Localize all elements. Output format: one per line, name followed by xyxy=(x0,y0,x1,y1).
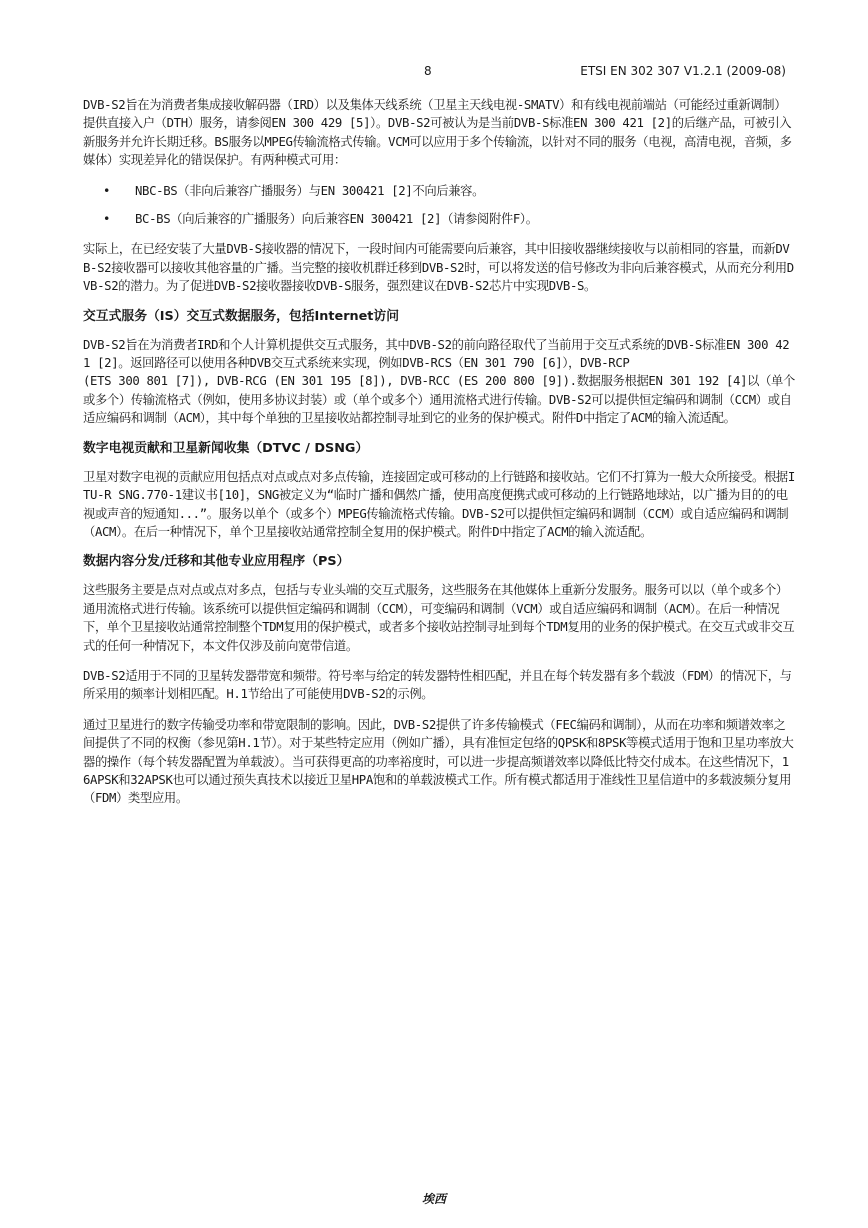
heading-interactive-services: 交互式服务（IS）交互式数据服务，包括Internet访问 xyxy=(83,308,400,324)
paragraph-bandwidth: DVB-S2适用于不同的卫星转发器带宽和频带。符号率与给定的转发器特性相匹配，并且在每个转发器有多个载波（FDM）的情况下，与所采用的频率计划相匹配。H.1节给出了可能使用DVB-S2的示例。 xyxy=(83,668,792,702)
list-item-text: BC-BS（向后兼容的广播服务）向后兼容EN 300421 [2]（请参阅附件F）。 xyxy=(135,212,538,227)
mode-list xyxy=(83,182,795,229)
list-item-text: NBC-BS（非向后兼容广播服务）与EN 300421 [2]不向后兼容。 xyxy=(135,183,485,198)
page-number: 8 xyxy=(424,64,432,78)
bullet-icon: • xyxy=(103,212,111,227)
paragraph-transmission-modes: 通过卫星进行的数字传输受功率和带宽限制的影响。因此，DVB-S2提供了许多传输模式（FEC编码和调制），从而在功率和频谱效率之间提供了不同的权衡（参见第H.1节）。对于某些特定应用（例如广播），具有准恒定包络的QPSK和8PSK等模式适用于饱和卫星功率放大器的操作（每个转发器配置为单载波）。当可获得更高的功率裕度时，可以进一步提高频谱效率以降低比特交付成本。在这些情况下，16APSK和32APSK也可以通过预失真技术以接近卫星HPA饱和的单载波模式工作。所有模式都适用于准线性卫星信道中的多载波频分复用（FDM）类型应用。 xyxy=(83,717,794,806)
paragraph-professional: 这些服务主要是点对点或点对多点，包括与专业头端的交互式服务，这些服务在其他媒体上重新分发服务。服务可以以（单个或多个）通用流格式进行传输。该系统可以提供恒定编码和调制（CCM），可变编码和调制（VCM）或自适应编码和调制（ACM）。在后一种情况下，单个卫星接收站通常控制整个TDM复用的保护模式，或者多个接收站控制寻址到每个TDM复用的业务的保护模式。在交互式或非交互式的任何一种情况下，本文件仅涉及前向宽带信道。 xyxy=(83,583,795,653)
bullet-icon: • xyxy=(103,183,111,198)
document-id: ETSI EN 302 307 V1.2.1 (2009-08) xyxy=(580,64,786,78)
heading-professional-services: 数据内容分发/迁移和其他专业应用程序（PS） xyxy=(83,554,350,570)
paragraph-dtvc: 卫星对数字电视的贡献应用包括点对点或点对多点传输，连接固定或可移动的上行链路和接收站。它们不打算为一般大众所接受。根据ITU-R SNG.770-1建议书[10]，SNG被定义为“临时广播和偶然广播，使用高度便携式或可移动的上行链路地球站，以广播为目的的电视或声音的短通知...”。服务以单个（或多个）MPEG传输流格式传输。DVB-S2可以提供恒定编码和调制（CCM）或自适应编码和调制（ACM）。在后一种情况下，单个卫星接收站通常控制全复用的保护模式。附件D中指定了ACM的输入流适配。 xyxy=(83,469,795,539)
paragraph-interactive: DVB-S2旨在为消费者IRD和个人计算机提供交互式服务，其中DVB-S2的前向路径取代了当前用于交互式系统的DVB-S标准EN 300 421 [2]。返回路径可以使用各种DVB交互式系统来实现，例如DVB-RCS（EN 301 790 [6]），DVB-RCP xyxy=(83,337,790,371)
paragraph-backward-compat: 实际上，在已经安装了大量DVB-S接收器的情况下，一段时间内可能需要向后兼容，其中旧接收器继续接收与以前相同的容量，而新DVB-S2接收器可以接收其他容量的广播。当完整的接收机群迁移到DVB-S2时，可以将发送的信号修改为非向后兼容模式，从而充分利用DVB-S2的潜力。为了促进DVB-S2接收器接收DVB-S服务，强烈建议在DVB-S2芯片中实现DVB-S。 xyxy=(83,242,794,294)
heading-dtvc-dsng: 数字电视贡献和卫星新闻收集（DTVC / DSNG） xyxy=(83,440,369,456)
list-item xyxy=(83,182,795,200)
document-body xyxy=(83,96,795,820)
paragraph-interactive-cont: (ETS 300 801 [7]), DVB-RCG (EN 301 195 [8]), DVB-RCC (ES 200 800 [9]).数据服务根据EN 301 192 [4]以（单个或多个）传输流格式（例如，使用多协议封装）或（单个或多个）通用流格式进行传输。DVB-S2可以提供恒定编码和调制（CCM）或自适应编码和调制（ACM），其中每个单独的卫星接收站都控制寻址到它的业务的保护模式。附件D中指定了ACM的输入流适配。 xyxy=(83,374,795,426)
footer-label: 埃西 xyxy=(421,1192,446,1206)
list-item xyxy=(83,210,795,228)
paragraph-intro: DVB-S2旨在为消费者集成接收解码器（IRD）以及集体天线系统（卫星主天线电视-SMATV）和有线电视前端站（可能经过重新调制）提供直接入户（DTH）服务，请参阅EN 300 429 [5]）。DVB-S2可被认为是当前DVB-S标准EN 300 421 [2]的后继产品，可被引入新服务并允许长期迁移。BS服务以MPEG传输流格式传输。VCM可以应用于多个传输流，以针对不同的服务（电视，高清电视，音频，多媒体）实现差异化的错误保护。有两种模式可用： xyxy=(83,98,792,168)
